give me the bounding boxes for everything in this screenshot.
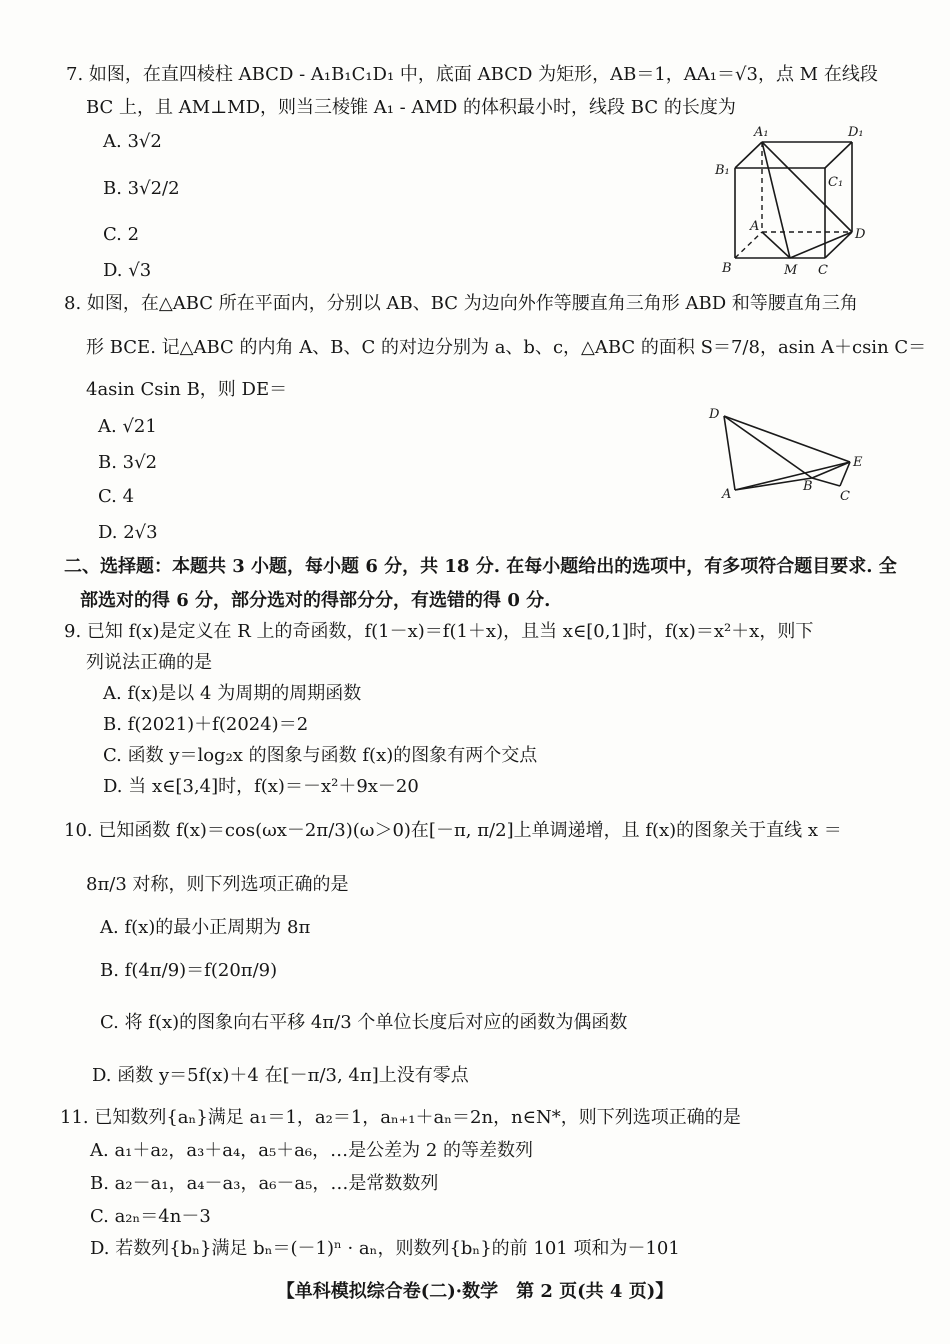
q11-option-c: C. a₂ₙ＝4n－3	[90, 1206, 211, 1227]
label-d: D	[709, 407, 720, 422]
label-d1: D₁	[848, 125, 864, 140]
q7-option-b: B. 3√2/2	[103, 178, 180, 199]
label-b1: B₁	[715, 163, 730, 178]
q9-option-b: B. f(2021)＋f(2024)＝2	[103, 714, 309, 735]
q11-option-d: D. 若数列{bₙ}满足 bₙ＝(－1)ⁿ · aₙ，则数列{bₙ}的前 101 项和为－101	[90, 1238, 680, 1259]
label-a: A	[722, 487, 732, 502]
q10-option-c: C. 将 f(x)的图象向右平移 4π/3 个单位长度后对应的函数为偶函数	[100, 1012, 628, 1033]
q10-option-d: D. 函数 y＝5f(x)＋4 在[－π/3, 4π]上没有零点	[92, 1065, 469, 1086]
label-c: C	[840, 489, 850, 504]
label-d: D	[855, 227, 866, 242]
q10-stem-line1: 10. 已知函数 f(x)＝cos(ωx－2π/3)(ω＞0)在[－π, π/2]上单调递增，且 f(x)的图象关于直线 x ＝	[64, 820, 842, 841]
q11-stem-line1: 11. 已知数列{aₙ}满足 a₁＝1，a₂＝1，aₙ₊₁＋aₙ＝2n，n∈N*，则下列选项正确的是	[60, 1107, 741, 1128]
q8-option-b: B. 3√2	[98, 452, 158, 473]
q8-option-a: A. √21	[98, 416, 157, 437]
label-a1: A₁	[754, 125, 769, 140]
q8-stem-line3: 4asin Csin B，则 DE＝	[86, 379, 288, 400]
q7-option-a: A. 3√2	[103, 131, 162, 152]
q7-option-c: C. 2	[103, 224, 140, 245]
q8-option-d: D. 2√3	[98, 522, 158, 543]
page-footer: 【单科模拟综合卷(二)·数学 第 2 页(共 4 页)】	[276, 1281, 674, 1302]
q7-stem-line2: BC 上，且 AM⊥MD，则当三棱锥 A₁ - AMD 的体积最小时，线段 BC 的长度为	[86, 97, 736, 118]
q11-option-b: B. a₂－a₁，a₄－a₃，a₆－a₅，…是常数数列	[90, 1173, 439, 1194]
q9-stem-line1: 9. 已知 f(x)是定义在 R 上的奇函数，f(1－x)＝f(1＋x)，且当 x∈[0,1]时，f(x)＝x²＋x，则下	[64, 621, 814, 642]
label-b: B	[722, 261, 732, 276]
q8-stem-line2: 形 BCE. 记△ABC 的内角 A、B、C 的对边分别为 a、b、c，△ABC 的面积 S＝7/8，asin A＋csin C＝	[86, 337, 927, 358]
q7-stem-line1: 7. 如图，在直四棱柱 ABCD - A₁B₁C₁D₁ 中，底面 ABCD 为矩形，AB＝1，AA₁＝√3，点 M 在线段	[66, 64, 878, 85]
section2-instructions-line2: 部选对的得 6 分，部分选对的得部分分，有选错的得 0 分.	[80, 590, 551, 611]
q9-option-c: C. 函数 y＝log₂x 的图象与函数 f(x)的图象有两个交点	[103, 745, 538, 766]
q10-stem-line2: 8π/3 对称，则下列选项正确的是	[86, 874, 349, 895]
q11-option-a: A. a₁＋a₂，a₃＋a₄，a₅＋a₆，…是公差为 2 的等差数列	[90, 1140, 534, 1161]
section2-instructions-line1: 二、选择题：本题共 3 小题，每小题 6 分，共 18 分. 在每小题给出的选项中，有多项符合题目要求. 全	[64, 556, 897, 577]
label-b: B	[803, 479, 813, 494]
q8-triangle-figure	[700, 402, 875, 507]
label-m: M	[784, 263, 798, 278]
q10-option-a: A. f(x)的最小正周期为 8π	[100, 917, 311, 938]
q8-stem-line1: 8. 如图，在△ABC 所在平面内，分别以 AB、BC 为边向外作等腰直角三角形 ABD 和等腰直角三角	[64, 293, 858, 314]
q10-option-b: B. f(4π/9)＝f(20π/9)	[100, 960, 278, 981]
q9-stem-line2: 列说法正确的是	[86, 652, 212, 673]
label-c: C	[818, 263, 828, 278]
label-a: A	[750, 219, 760, 234]
q9-option-a: A. f(x)是以 4 为周期的周期函数	[103, 683, 362, 704]
q9-option-d: D. 当 x∈[3,4]时，f(x)＝－x²＋9x－20	[103, 776, 419, 797]
label-e: E	[853, 455, 863, 470]
q8-option-c: C. 4	[98, 486, 135, 507]
q7-option-d: D. √3	[103, 260, 152, 281]
label-c1: C₁	[828, 175, 844, 190]
q7-prism-figure	[700, 118, 880, 288]
